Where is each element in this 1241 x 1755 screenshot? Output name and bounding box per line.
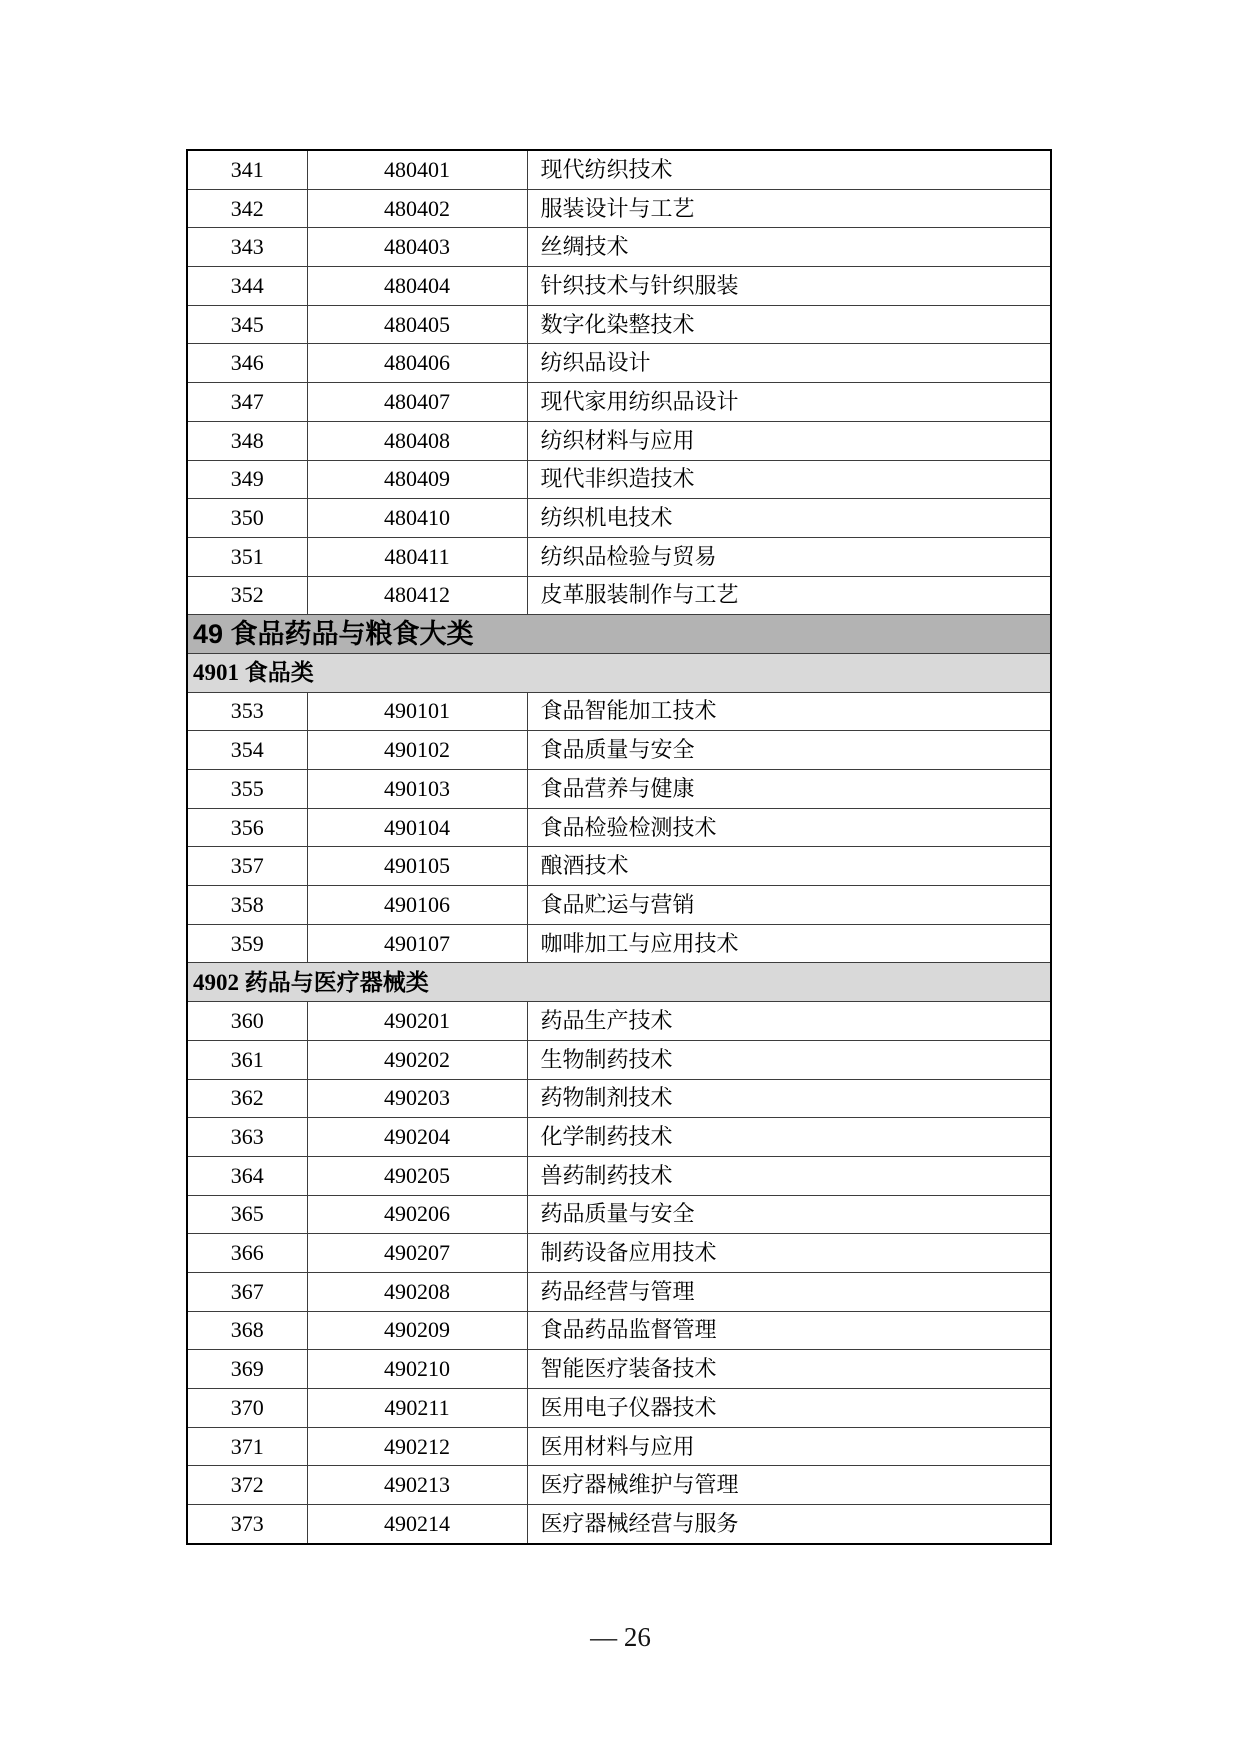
seq-cell: 353: [187, 692, 307, 731]
code-cell: 490208: [307, 1272, 527, 1311]
major-name-cell: 食品营养与健康: [527, 770, 1051, 809]
seq-cell: 345: [187, 305, 307, 344]
major-name-cell: 纺织机电技术: [527, 499, 1051, 538]
table-row: [187, 305, 1051, 344]
seq-cell: 352: [187, 576, 307, 615]
major-section-header-row: [187, 615, 1051, 654]
code-cell: 490206: [307, 1195, 527, 1234]
table-row: [187, 924, 1051, 963]
table-row: [187, 1079, 1051, 1118]
major-name-cell: 生物制药技术: [527, 1040, 1051, 1079]
table-row: [187, 460, 1051, 499]
major-name-cell: 医疗器械维护与管理: [527, 1466, 1051, 1505]
code-cell: 490209: [307, 1311, 527, 1350]
majors-table: [186, 149, 1052, 1545]
major-name-cell: 医疗器械经营与服务: [527, 1505, 1051, 1544]
table-row: [187, 537, 1051, 576]
code-cell: 490205: [307, 1156, 527, 1195]
seq-cell: 359: [187, 924, 307, 963]
seq-cell: 356: [187, 808, 307, 847]
code-cell: 490102: [307, 731, 527, 770]
table-row: [187, 886, 1051, 925]
minor-section-header-row: [187, 653, 1051, 692]
major-name-cell: 化学制药技术: [527, 1118, 1051, 1157]
minor-section-header-row: [187, 963, 1051, 1002]
table-row: [187, 228, 1051, 267]
major-name-cell: 智能医疗装备技术: [527, 1350, 1051, 1389]
page-footer: [0, 1622, 1241, 1653]
major-name-cell: 药品质量与安全: [527, 1195, 1051, 1234]
code-cell: 490201: [307, 1002, 527, 1041]
major-name-cell: 食品检验检测技术: [527, 808, 1051, 847]
code-cell: 480402: [307, 189, 527, 228]
major-name-cell: 酿酒技术: [527, 847, 1051, 886]
code-cell: 480405: [307, 305, 527, 344]
major-name-cell: 药品生产技术: [527, 1002, 1051, 1041]
seq-cell: 342: [187, 189, 307, 228]
code-cell: 490214: [307, 1505, 527, 1544]
table-row: [187, 499, 1051, 538]
seq-cell: 371: [187, 1427, 307, 1466]
seq-cell: 357: [187, 847, 307, 886]
seq-cell: 366: [187, 1234, 307, 1273]
table-row: [187, 1002, 1051, 1041]
section-header-label: 49 食品药品与粮食大类: [187, 615, 1051, 654]
seq-cell: 358: [187, 886, 307, 925]
major-name-cell: 纺织材料与应用: [527, 421, 1051, 460]
section-header-label: 4902 药品与医疗器械类: [187, 963, 1051, 1002]
seq-cell: 368: [187, 1311, 307, 1350]
major-name-cell: 皮革服装制作与工艺: [527, 576, 1051, 615]
major-name-cell: 食品质量与安全: [527, 731, 1051, 770]
table-row: [187, 267, 1051, 306]
table-row: [187, 1311, 1051, 1350]
code-cell: 490105: [307, 847, 527, 886]
seq-cell: 354: [187, 731, 307, 770]
code-cell: 480411: [307, 537, 527, 576]
table-row: [187, 1272, 1051, 1311]
table-row: [187, 576, 1051, 615]
seq-cell: 346: [187, 344, 307, 383]
major-name-cell: 食品贮运与营销: [527, 886, 1051, 925]
code-cell: 490107: [307, 924, 527, 963]
table-row: [187, 1040, 1051, 1079]
table-row: [187, 1156, 1051, 1195]
code-cell: 490207: [307, 1234, 527, 1273]
table-row: [187, 1195, 1051, 1234]
code-cell: 480410: [307, 499, 527, 538]
table-row: [187, 1118, 1051, 1157]
code-cell: 480412: [307, 576, 527, 615]
table-row: [187, 692, 1051, 731]
code-cell: 480404: [307, 267, 527, 306]
major-name-cell: 医用电子仪器技术: [527, 1389, 1051, 1428]
code-cell: 490213: [307, 1466, 527, 1505]
major-name-cell: 兽药制药技术: [527, 1156, 1051, 1195]
major-name-cell: 食品药品监督管理: [527, 1311, 1051, 1350]
major-name-cell: 现代家用纺织品设计: [527, 383, 1051, 422]
table-row: [187, 383, 1051, 422]
table-row: [187, 189, 1051, 228]
seq-cell: 360: [187, 1002, 307, 1041]
code-cell: 490101: [307, 692, 527, 731]
table-row: [187, 847, 1051, 886]
seq-cell: 363: [187, 1118, 307, 1157]
seq-cell: 373: [187, 1505, 307, 1544]
seq-cell: 350: [187, 499, 307, 538]
seq-cell: 341: [187, 150, 307, 189]
table-row: [187, 344, 1051, 383]
major-name-cell: 服装设计与工艺: [527, 189, 1051, 228]
seq-cell: 351: [187, 537, 307, 576]
major-name-cell: 纺织品检验与贸易: [527, 537, 1051, 576]
seq-cell: 367: [187, 1272, 307, 1311]
major-name-cell: 药物制剂技术: [527, 1079, 1051, 1118]
code-cell: 490212: [307, 1427, 527, 1466]
table-row: [187, 421, 1051, 460]
seq-cell: 370: [187, 1389, 307, 1428]
code-cell: 490104: [307, 808, 527, 847]
code-cell: 480403: [307, 228, 527, 267]
table-row: [187, 808, 1051, 847]
code-cell: 480408: [307, 421, 527, 460]
code-cell: 490103: [307, 770, 527, 809]
major-name-cell: 食品智能加工技术: [527, 692, 1051, 731]
major-name-cell: 纺织品设计: [527, 344, 1051, 383]
major-name-cell: 医用材料与应用: [527, 1427, 1051, 1466]
table-row: [187, 1234, 1051, 1273]
code-cell: 490211: [307, 1389, 527, 1428]
section-header-label: 4901 食品类: [187, 653, 1051, 692]
table-row: [187, 150, 1051, 189]
table-row: [187, 1350, 1051, 1389]
seq-cell: 347: [187, 383, 307, 422]
table-row: [187, 1389, 1051, 1428]
seq-cell: 364: [187, 1156, 307, 1195]
page-number: — 26: [590, 1622, 651, 1652]
seq-cell: 343: [187, 228, 307, 267]
code-cell: 480401: [307, 150, 527, 189]
seq-cell: 355: [187, 770, 307, 809]
table-row: [187, 731, 1051, 770]
code-cell: 480409: [307, 460, 527, 499]
table-row: [187, 770, 1051, 809]
seq-cell: 349: [187, 460, 307, 499]
seq-cell: 361: [187, 1040, 307, 1079]
major-name-cell: 丝绸技术: [527, 228, 1051, 267]
table-row: [187, 1505, 1051, 1544]
code-cell: 480407: [307, 383, 527, 422]
table-row: [187, 1427, 1051, 1466]
table-row: [187, 1466, 1051, 1505]
major-name-cell: 数字化染整技术: [527, 305, 1051, 344]
code-cell: 490202: [307, 1040, 527, 1079]
seq-cell: 362: [187, 1079, 307, 1118]
seq-cell: 348: [187, 421, 307, 460]
table-body: [187, 150, 1051, 1544]
seq-cell: 369: [187, 1350, 307, 1389]
code-cell: 490210: [307, 1350, 527, 1389]
major-name-cell: 咖啡加工与应用技术: [527, 924, 1051, 963]
major-name-cell: 制药设备应用技术: [527, 1234, 1051, 1273]
code-cell: 490106: [307, 886, 527, 925]
code-cell: 480406: [307, 344, 527, 383]
seq-cell: 372: [187, 1466, 307, 1505]
code-cell: 490203: [307, 1079, 527, 1118]
seq-cell: 365: [187, 1195, 307, 1234]
seq-cell: 344: [187, 267, 307, 306]
major-name-cell: 现代纺织技术: [527, 150, 1051, 189]
major-name-cell: 针织技术与针织服装: [527, 267, 1051, 306]
code-cell: 490204: [307, 1118, 527, 1157]
major-name-cell: 药品经营与管理: [527, 1272, 1051, 1311]
major-name-cell: 现代非织造技术: [527, 460, 1051, 499]
